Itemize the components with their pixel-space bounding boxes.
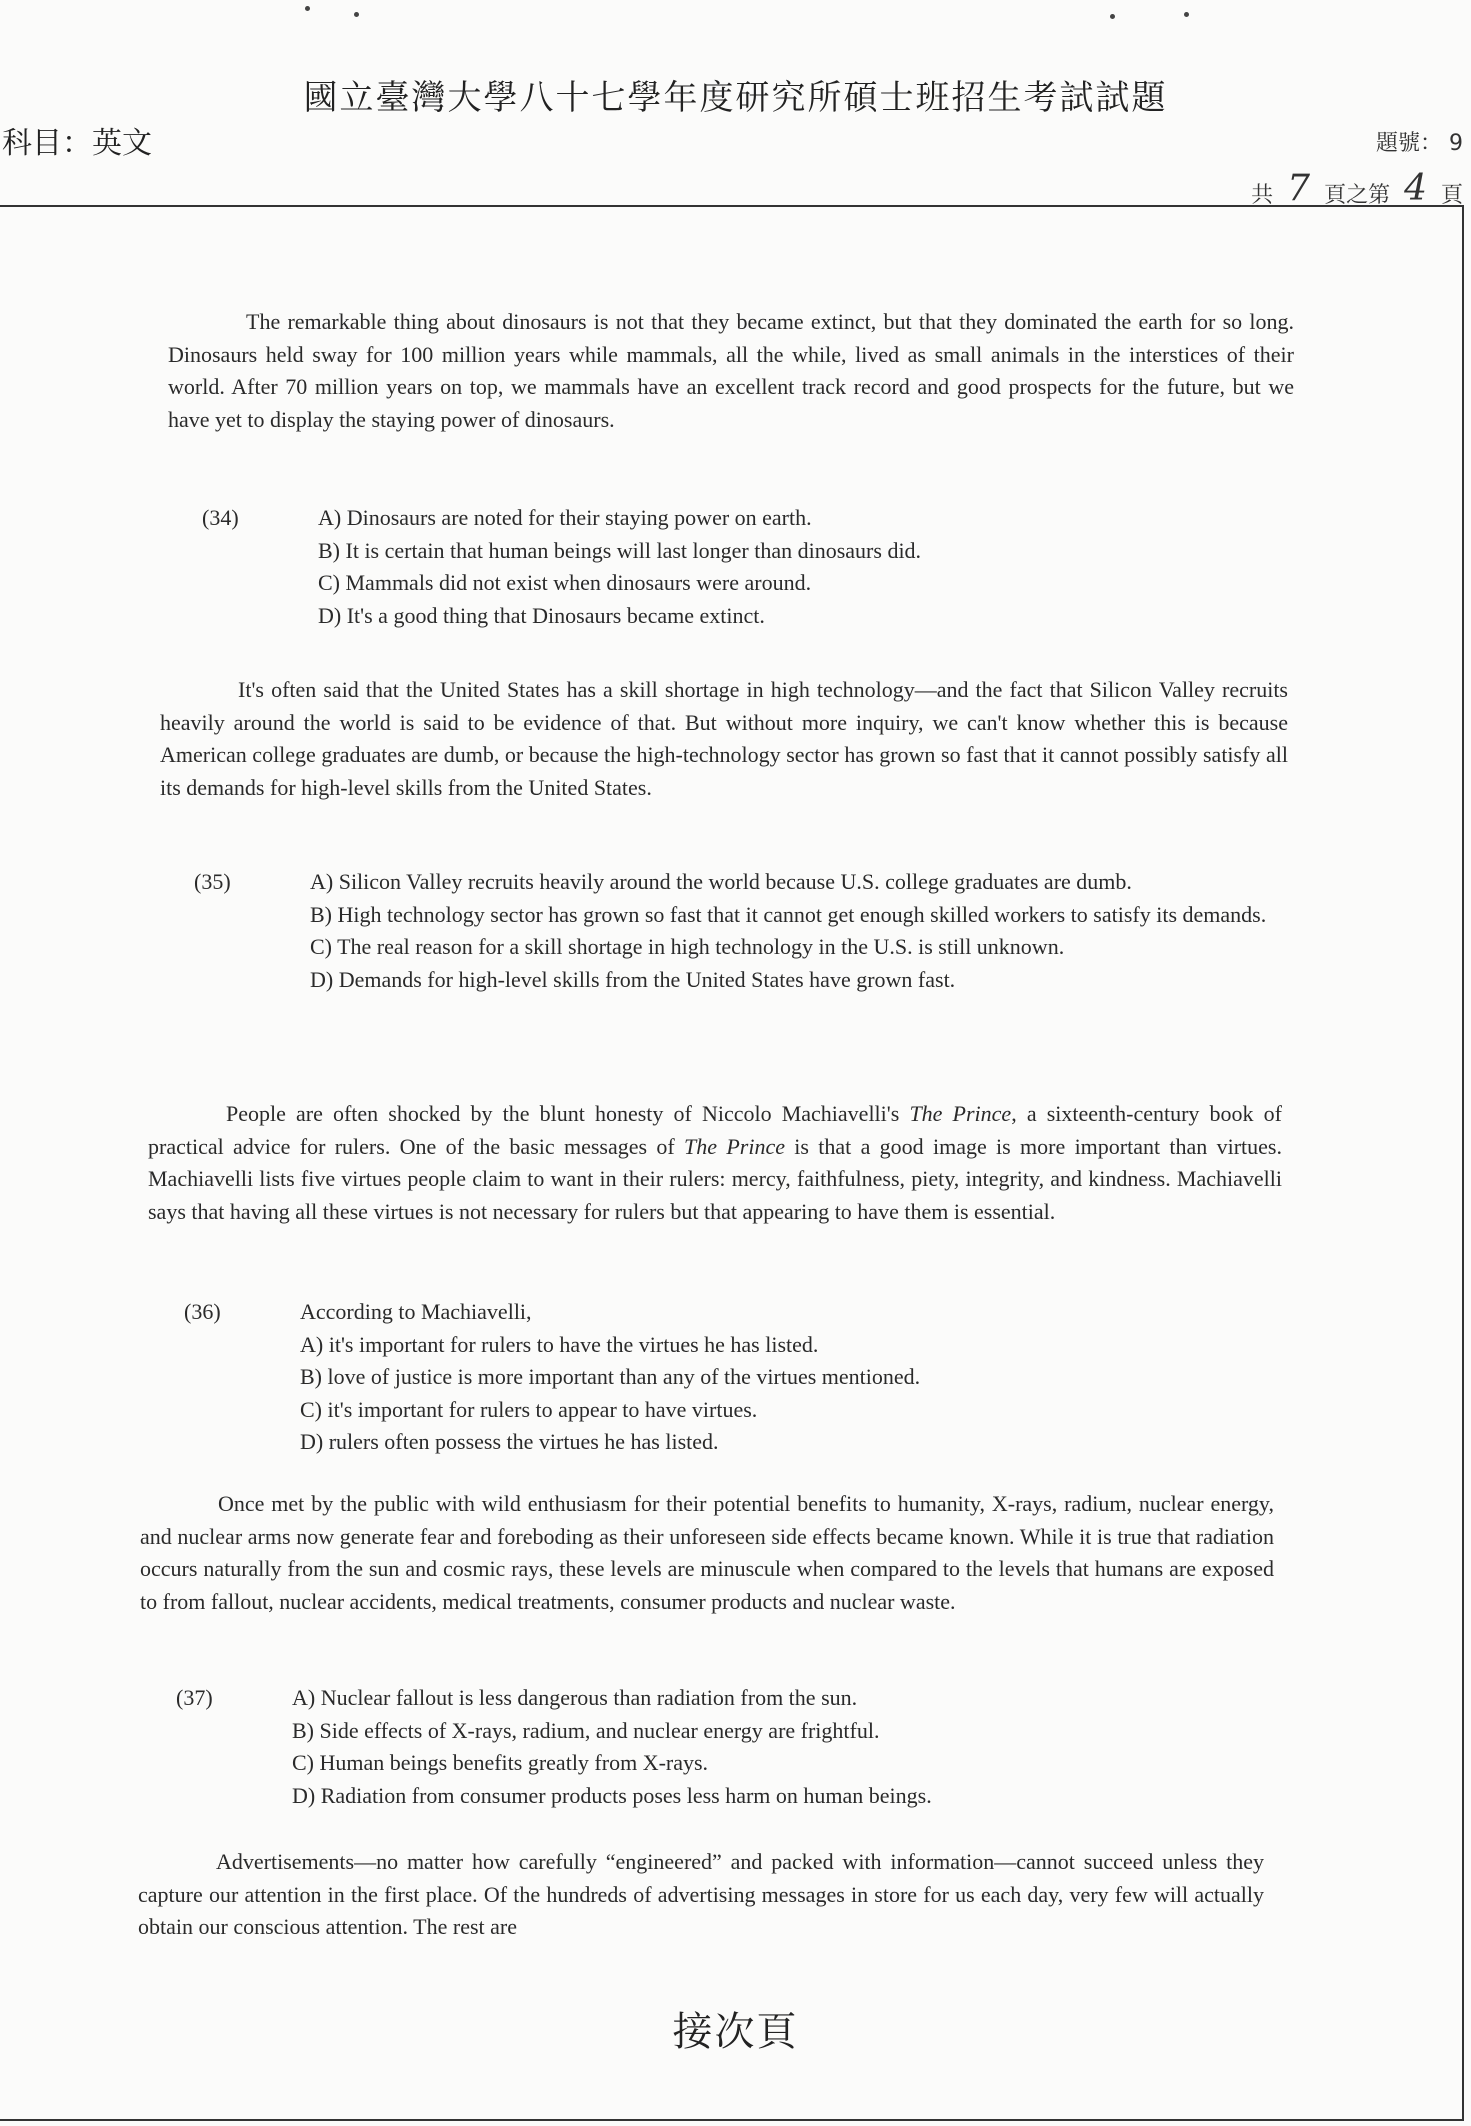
passage-3-text-a: People are often shocked by the blunt honesty of Niccolo Machiavelli's	[226, 1101, 910, 1126]
passage-3-text-c: is that a good image is more important than virtues. Machiavelli lists five virtues people claim to want in their rulers: mercy, faithfulness, piety, integrity, and kindness. Machiavelli says that having all these virtues is not necessary for rulers but that appearing to have them is essential.	[148, 1133, 1282, 1224]
question-number-35: (35)	[194, 869, 231, 894]
option-b: B) love of justice is more important than any of the virtues mentioned.	[300, 1364, 921, 1389]
passage-4: Once met by the public with wild enthusiasm for their potential benefits to humanity, X-rays, radium, nuclear energy, and nuclear arms now generate fear and foreboding as their unforeseen side effects became known. While it is true that radiation occurs naturally from the sun and cosmic rays, these levels are minuscule when compared to the levels that humans are exposed to from fallout, nuclear accidents, medical treatments, consumer products and nuclear waste.	[140, 1491, 1274, 1614]
question-stem: According to Machiavelli,	[300, 1299, 532, 1324]
exam-title: 國立臺灣大學八十七學年度研究所碩士班招生考試試題	[303, 78, 1168, 118]
scan-speck	[1184, 12, 1189, 17]
continue-note: 接次頁	[672, 2009, 799, 2055]
option-c: C) The real reason for a skill shortage in high technology in the U.S. is still unknown.	[310, 934, 1065, 959]
scan-speck	[305, 6, 310, 11]
option-d: D) Demands for high-level skills from the United States have grown fast.	[310, 966, 956, 992]
scan-speck	[1110, 14, 1115, 19]
option-b: B) Side effects of X-rays, radium, and nuclear energy are frightful.	[292, 1717, 880, 1743]
book-title: The Prince	[684, 1133, 785, 1159]
option-a: A) it's important for rulers to have the virtues he has listed.	[300, 1331, 819, 1357]
question-number: 題號： 9	[1376, 131, 1463, 156]
option-d: D) rulers often possess the virtues he has listed.	[300, 1429, 719, 1454]
option-c: C) it's important for rulers to appear to have virtues.	[300, 1396, 758, 1422]
option-a: A) Nuclear fallout is less dangerous than radiation from the sun.	[292, 1685, 858, 1710]
option-d: D) Radiation from consumer products poses less harm on human beings.	[292, 1782, 932, 1808]
option-d: D) It's a good thing that Dinosaurs became extinct.	[318, 602, 765, 628]
book-title: The Prince	[909, 1101, 1012, 1126]
scan-speck	[354, 12, 359, 17]
subject-label: 科目：英文	[2, 126, 152, 161]
option-b: B) High technology sector has grown so fast that it cannot get enough skilled workers to satisfy its demands.	[310, 901, 1267, 927]
passage-3-text-b: , a sixteenth-century book of practical advice for rulers. One of the basic messages of	[148, 1101, 1282, 1159]
question-number-34: (34)	[202, 505, 239, 530]
page-current: 4	[1404, 168, 1427, 209]
page-total: 7	[1287, 168, 1311, 209]
option-a: A) Dinosaurs are noted for their staying power on earth.	[318, 505, 812, 530]
passage-2: It's often said that the United States has a skill shortage in high technology—and the fact that Silicon Valley recruits heavily around the world is said to be evidence of that. But without more inquiry, we can't know whether this is because American college graduates are dumb, or because the high-technology sector has grown so fast that it cannot possibly satisfy all its demands for high-level skills from the United States.	[160, 677, 1288, 800]
option-b: B) It is certain that human beings will last longer than dinosaurs did.	[318, 537, 922, 563]
page-mid: 頁之第	[1324, 183, 1391, 208]
passage-3	[148, 1098, 1282, 1228]
page-suffix: 頁	[1440, 183, 1463, 208]
passage-5: Advertisements—no matter how carefully “engineered” and packed with information—cannot succeed unless they capture our attention in the first place. Of the hundreds of advertising messages in store for us each day, very few will actually obtain our conscious attention. The rest are	[138, 1849, 1264, 1939]
question-number-36: (36)	[184, 1299, 221, 1324]
passage-1: The remarkable thing about dinosaurs is not that they became extinct, but that they dominated the earth for so long. Dinosaurs held sway for 100 million years while mammals, all the while, lived as small animals in the interstices of their world. After 70 million years on top, we mammals have an excellent track record and good prospects for the future, but we have yet to display the staying power of dinosaurs.	[168, 309, 1294, 432]
page-prefix: 共	[1251, 183, 1274, 208]
option-c: C) Human beings benefits greatly from X-rays.	[292, 1750, 709, 1775]
question-number-37: (37)	[176, 1685, 213, 1710]
option-a: A) Silicon Valley recruits heavily around the world because U.S. college graduates are dumb.	[310, 869, 1132, 894]
option-c: C) Mammals did not exist when dinosaurs were around.	[318, 570, 812, 595]
